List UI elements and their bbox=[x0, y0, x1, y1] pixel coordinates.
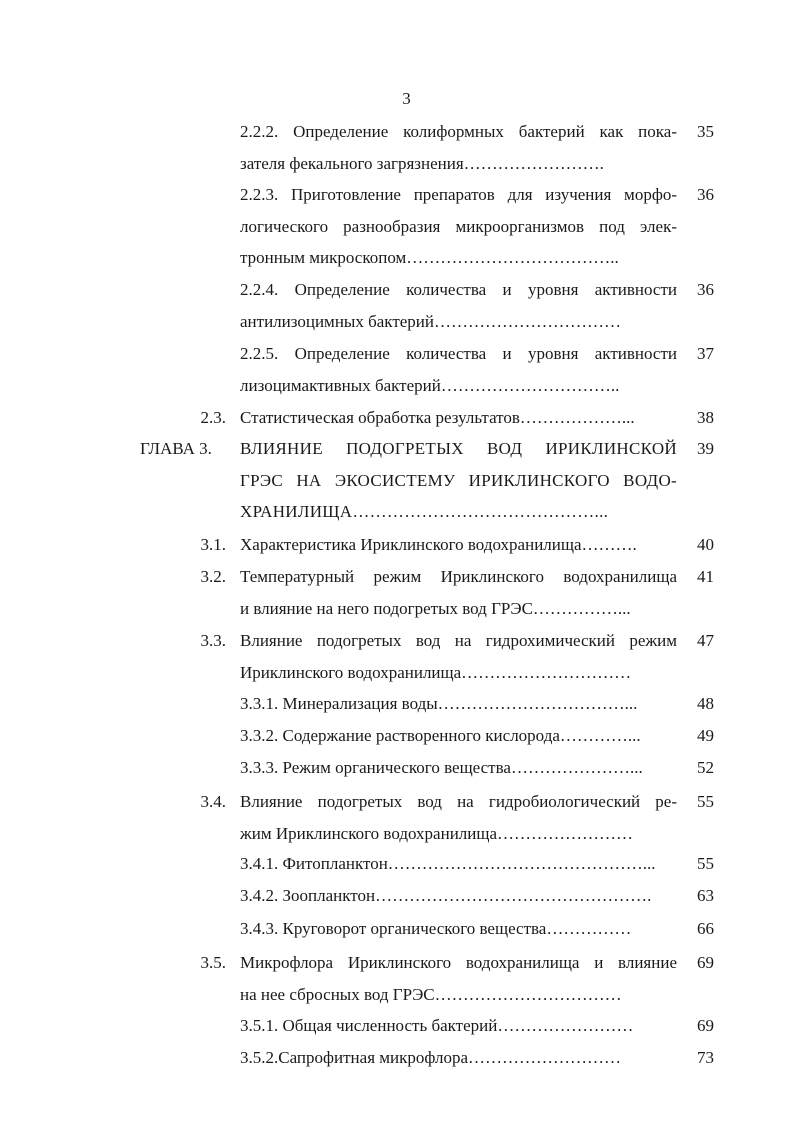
page-number: 3 bbox=[402, 89, 411, 108]
toc-entry-title bbox=[240, 786, 677, 849]
toc-entry bbox=[0, 179, 793, 274]
toc-entry bbox=[0, 116, 793, 179]
toc-entry-line: на нее сбросных вод ГРЭС…………………………… bbox=[240, 984, 622, 1004]
toc-entry-title bbox=[240, 1010, 677, 1042]
toc-entry-number: 3.1. bbox=[200, 535, 226, 554]
toc-entry-title bbox=[240, 529, 677, 561]
toc-entry-page: 36 bbox=[697, 185, 714, 204]
toc-entry-page: 63 bbox=[697, 886, 714, 905]
toc-entry-page: 52 bbox=[697, 758, 714, 777]
toc-entry-page: 69 bbox=[697, 953, 714, 972]
toc-entry-page: 35 bbox=[697, 122, 714, 141]
toc-entry bbox=[0, 433, 793, 528]
toc-entry-page: 48 bbox=[697, 694, 714, 713]
toc-entry bbox=[0, 1042, 793, 1074]
toc-entry-line: 3.3.3. Режим органического вещества…………………... bbox=[240, 758, 643, 777]
toc-entry-line: 2.2.2. Определение колиформных бактерий как пока- bbox=[240, 122, 677, 141]
toc-entry-page: 49 bbox=[697, 726, 714, 745]
toc-entry-page: 73 bbox=[697, 1048, 714, 1067]
toc-entry-title bbox=[240, 625, 677, 688]
toc-entry-page: 66 bbox=[697, 919, 714, 938]
toc-entry bbox=[0, 848, 793, 880]
toc-entry-title bbox=[240, 433, 677, 528]
toc-entry-line: 3.5.1. Общая численность бактерий…………………… bbox=[240, 1016, 634, 1035]
toc-entry-line: 2.2.4. Определение количества и уровня активности bbox=[240, 280, 677, 299]
toc-entry-title bbox=[240, 688, 677, 720]
toc-entry-line: зателя фекального загрязнения……………………. bbox=[240, 153, 604, 173]
toc-entry-line: логического разнообразия микроорганизмов под элек- bbox=[240, 216, 677, 236]
toc-entry-line: 2.2.3. Приготовление препаратов для изучения морфо- bbox=[240, 185, 677, 204]
toc-entry-line: жим Ириклинского водохранилища…………………… bbox=[240, 823, 634, 843]
toc-entry-line: 2.2.5. Определение количества и уровня активности bbox=[240, 344, 677, 363]
toc-entry-number: ГЛАВА 3. bbox=[140, 439, 212, 458]
toc-entry-page: 69 bbox=[697, 1016, 714, 1035]
toc-entry-title bbox=[240, 752, 677, 784]
toc-entry-page: 38 bbox=[697, 408, 714, 427]
toc-entry-line: и влияние на него подогретых вод ГРЭС……………... bbox=[240, 598, 631, 618]
toc-entry bbox=[0, 752, 793, 784]
toc-entry-line: Температурный режим Ириклинского водохранилища bbox=[240, 567, 677, 586]
toc-entry-line: Микрофлора Ириклинского водохранилища и влияние bbox=[240, 953, 677, 972]
toc-entry-page: 39 bbox=[697, 439, 714, 458]
toc-entry-number: 3.5. bbox=[200, 953, 226, 972]
toc-entry-line: 3.4.3. Круговорот органического вещества…………… bbox=[240, 919, 632, 938]
toc-entry-number: 3.2. bbox=[200, 567, 226, 586]
toc-entry-number: 2.3. bbox=[200, 408, 226, 427]
toc-entry-page: 36 bbox=[697, 280, 714, 299]
toc-entry bbox=[0, 880, 793, 912]
toc-entry-title bbox=[240, 1042, 677, 1074]
toc-entry-page: 47 bbox=[697, 631, 714, 650]
toc-entry-line: лизоцимактивных бактерий………………………….. bbox=[240, 375, 620, 395]
toc-entry bbox=[0, 529, 793, 561]
toc-entry bbox=[0, 625, 793, 688]
toc-entry-line: антилизоцимных бактерий…………………………… bbox=[240, 311, 621, 331]
toc-entry-title bbox=[240, 720, 677, 752]
toc-entry-line: Влияние подогретых вод на гидрохимический режим bbox=[240, 631, 677, 650]
toc-entry-page: 41 bbox=[697, 567, 714, 586]
toc-entry-title bbox=[240, 913, 677, 945]
toc-entry-line: 3.3.1. Минерализация воды……………………………... bbox=[240, 694, 638, 713]
toc-entry-title bbox=[240, 116, 677, 179]
toc-entry bbox=[0, 561, 793, 624]
toc-entry-number: 3.4. bbox=[200, 792, 226, 811]
toc-entry-number: 3.3. bbox=[200, 631, 226, 650]
toc-entry bbox=[0, 688, 793, 720]
toc-entry-line: ХРАНИЛИЩА……………………………………... bbox=[240, 502, 609, 522]
toc-entry bbox=[0, 947, 793, 1010]
toc-entry-line: ВЛИЯНИЕ ПОДОГРЕТЫХ ВОД ИРИКЛИНСКОЙ bbox=[240, 439, 677, 458]
toc-entry-line: 3.4.2. Зоопланктон…………………………………………. bbox=[240, 886, 652, 905]
toc-entry-title bbox=[240, 561, 677, 624]
toc-entry-line: Влияние подогретых вод на гидробиологический ре- bbox=[240, 792, 677, 811]
toc-entry-line: 3.5.2.Сапрофитная микрофлора……………………… bbox=[240, 1048, 621, 1067]
toc-entry-line: 3.4.1. Фитопланктон………………………………………... bbox=[240, 854, 656, 873]
toc-entry bbox=[0, 338, 793, 401]
toc-entry-line: тронным микроскопом……………………………….. bbox=[240, 248, 619, 268]
toc-entry-page: 40 bbox=[697, 535, 714, 554]
toc-entry bbox=[0, 1010, 793, 1042]
toc-entry-page: 55 bbox=[697, 792, 714, 811]
toc-entry-title bbox=[240, 274, 677, 337]
toc-entry-line: ГРЭС НА ЭКОСИСТЕМУ ИРИКЛИНСКОГО ВОДО- bbox=[240, 470, 677, 490]
toc-entry bbox=[0, 913, 793, 945]
toc-entry-line: Статистическая обработка результатов………………... bbox=[240, 408, 635, 427]
toc-entry-title bbox=[240, 338, 677, 401]
toc-entry-title bbox=[240, 947, 677, 1010]
toc-entry-title bbox=[240, 179, 677, 274]
toc-entry-title bbox=[240, 848, 677, 880]
toc-entry-title bbox=[240, 880, 677, 912]
toc-entry-title bbox=[240, 402, 677, 434]
toc-entry-page: 37 bbox=[697, 344, 714, 363]
toc-entry bbox=[0, 786, 793, 849]
toc-entry bbox=[0, 402, 793, 434]
toc-entry-line: Характеристика Ириклинского водохранилища………. bbox=[240, 535, 637, 554]
toc-entry bbox=[0, 720, 793, 752]
toc-entry-line: Ириклинского водохранилища………………………… bbox=[240, 662, 632, 682]
toc-entry-line: 3.3.2. Содержание растворенного кислорода…………... bbox=[240, 726, 641, 745]
toc-entry-page: 55 bbox=[697, 854, 714, 873]
toc-entry bbox=[0, 274, 793, 337]
